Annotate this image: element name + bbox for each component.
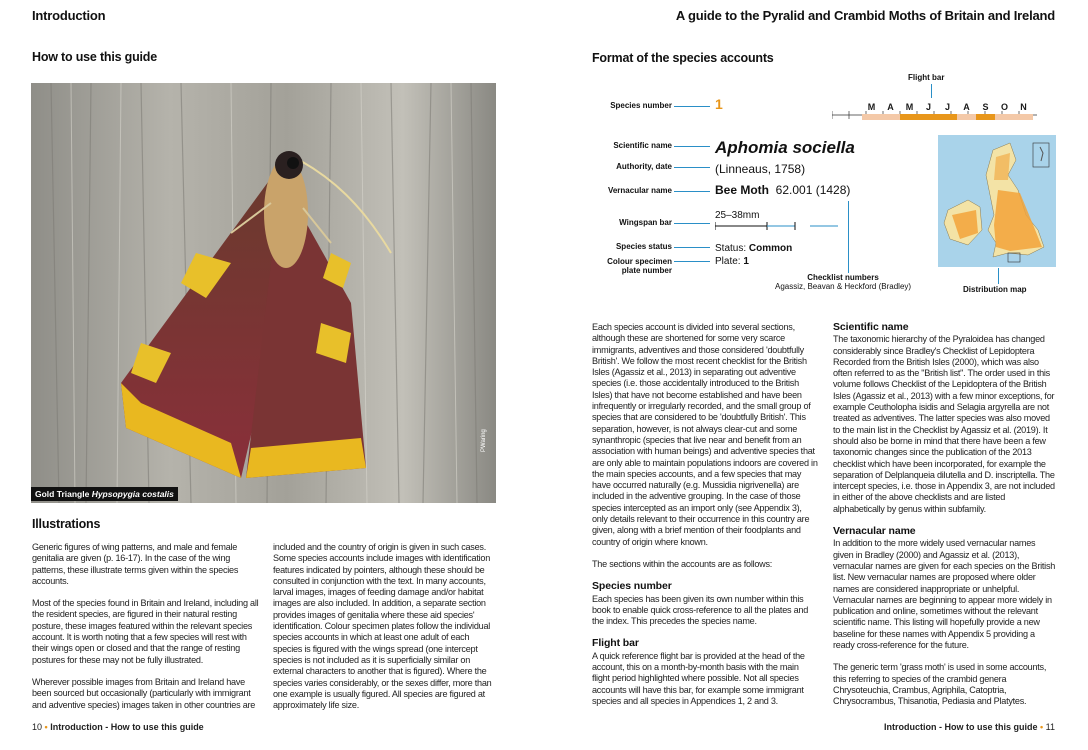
caption-common-name: Gold Triangle — [35, 489, 90, 499]
status-line — [715, 242, 792, 255]
month-label: J — [925, 102, 931, 112]
footer-text: Introduction - How to use this guide — [50, 722, 204, 732]
pointer — [674, 191, 710, 192]
paragraph: included and the country of origin is given in such cases. Some species accounts include images with identification features indicated by pointers, although these should be consulted in conjunction with the text. In many accounts, larval images, images of feeding damage and/or habitat images are also included. In addition, a separate section provides images of genitalia where these aid species' identification. Colour specimen plates follow the individual species accounts in which at least one adult of each species is figured with the wings spread (one intercept species is not included as it is superficially similar on external characters to another that is figured). Where the species varies considerably, or the sexes differ, more than one example is usually figured. All species are figured at approximately life size. — [273, 542, 492, 711]
month-label: A — [963, 102, 970, 112]
checklist-pointer — [848, 201, 849, 273]
section-title-format: Format of the species accounts — [592, 51, 774, 65]
label-authority-date: Authority, date — [616, 162, 672, 171]
paragraph: Each species has been given its own number within this book to enable quick cross-reference to all the plates and the index. This precedes the species name. — [592, 593, 809, 627]
month-label: M — [867, 102, 876, 112]
paragraph: The taxonomic hierarchy of the Pyraloidea has changed considerably since Bradley's Checklist of Lepidoptera Recorded from the British Isles (2000), which was also often referred to as the "British list". The order used in this volume follows Checklist of the Lepidoptera of the British Isles (Agassiz et al., 2013) with a few minor exceptions, for example Ceutholopha isidis and Selagia argyrella are not treated as adventives. The latter species was also moved to the main list in the Checklist by Agassiz et al. (2019). It should also be borne in mind that there have been a few taxonomic changes since the publication of the 2013 checklist which have been incorporated, for example the separation of Delplanqueia dilutella and D. inscriptella. The intercept species, i.e. those in Appendix 3, are not included in either of the above checklists and are listed alphabetically by genus within subfamily. — [833, 334, 1055, 514]
running-head-right: A guide to the Pyralid and Crambid Moths of Britain and Ireland — [675, 8, 1055, 23]
paragraph: Generic figures of wing patterns, and male and female genitalia are given (p. 16-17). In the case of the wing patterns, these illustrate terms given within the species accounts. — [32, 542, 239, 586]
pointer — [674, 106, 710, 107]
scientific-name-heading: Scientific name — [833, 321, 909, 333]
checklist-label-title: Checklist numbers — [807, 273, 879, 282]
flight-bar-month-cell — [881, 114, 900, 120]
page-number: 10 — [32, 722, 43, 732]
plate-value: 1 — [743, 256, 749, 267]
flight-bar-month-cell — [938, 114, 957, 120]
flight-bar-month-cell — [1014, 114, 1033, 120]
map-pointer — [998, 268, 999, 284]
month-label: A — [887, 102, 894, 112]
paragraph: Most of the species found in Britain and Ireland, including all the resident species, are figured in their natural resting posture, these images featured within the relevant species account. It is worth noting that a few species will rest with their wings open or closed and that the range of resting postures for these may not be fully illustrated. — [32, 598, 259, 665]
page-number: 11 — [1045, 722, 1055, 732]
wingspan-bar-graphic — [715, 221, 840, 231]
month-label: O — [1000, 102, 1008, 112]
left-column-2 — [273, 542, 498, 722]
running-head-left: Introduction — [32, 8, 106, 23]
label-line: Colour specimen — [607, 257, 672, 266]
status-value: Common — [748, 243, 793, 254]
species-number-value: 1 — [715, 96, 723, 112]
flight-bar-month-cell — [919, 114, 938, 120]
flight-bar-month-cell — [957, 114, 976, 120]
month-label: J — [944, 102, 950, 112]
paragraph: The sections within the accounts are as follows: — [592, 558, 773, 569]
month-label: N — [1020, 102, 1027, 112]
illustrations-heading: Illustrations — [32, 517, 101, 531]
scientific-name-value: Aphomia sociella — [715, 138, 855, 157]
flight-bar-month-cell — [900, 114, 919, 120]
moth-photo — [31, 83, 496, 503]
label-vernacular-name: Vernacular name — [607, 186, 672, 195]
footer-bullet: • — [1039, 722, 1044, 732]
distribution-map-graphic — [938, 135, 1056, 267]
plate-label: Plate: — [715, 256, 741, 267]
section-title-how-to-use: How to use this guide — [32, 50, 157, 64]
month-label: M — [905, 102, 914, 112]
checklist-label — [775, 273, 911, 291]
vernacular-name: Bee Moth — [715, 183, 769, 197]
left-column-1 — [32, 542, 264, 722]
paragraph: The generic term 'grass moth' is used in some accounts, this referring to species of the crambid genera Chrysoteuchia, Crambus, Agriphila, Catoptria, Chrysocrambus, Thisanotia, Pediasia and Platytes. — [833, 662, 1047, 707]
label-colour-plate — [590, 257, 672, 275]
label-species-number: Species number — [610, 101, 672, 110]
label-scientific-name: Scientific name — [613, 141, 672, 150]
pointer — [674, 247, 710, 248]
status-block — [715, 242, 792, 268]
right-column-1 — [592, 322, 818, 718]
gold-triangle-moth-image — [31, 83, 496, 503]
flight-bar-month-cell — [995, 114, 1014, 120]
footer-right — [884, 722, 1055, 732]
flight-bar-month-cell — [976, 114, 995, 120]
footer-bullet: • — [44, 722, 48, 732]
pointer — [674, 261, 710, 262]
flight-bar-months — [862, 102, 1033, 112]
flight-bar-label: Flight bar — [908, 73, 945, 82]
distribution-map-label: Distribution map — [963, 285, 1027, 294]
pointer — [674, 146, 710, 147]
distribution-map — [938, 135, 1056, 267]
wingspan-value: 25–38mm — [715, 210, 760, 221]
plate-line — [715, 255, 792, 268]
footer-left — [32, 722, 204, 732]
species-number-heading: Species number — [592, 580, 672, 593]
month-label: S — [982, 102, 989, 112]
paragraph: A quick reference flight bar is provided at the head of the account, this on a month-by-month basis with the main flight period highlighted where possible. Not all species accounts will have this bar, for example some immigrant species and all species in Appendices 1, 2 and 3. — [592, 650, 805, 706]
label-line: plate number — [621, 266, 672, 275]
flight-bar-month-cell — [862, 114, 881, 120]
flight-bar-pointer — [931, 84, 932, 98]
status-label: Status: — [715, 243, 747, 254]
pointer — [674, 223, 710, 224]
paragraph: Each species account is divided into several sections, although these are shortened for some very scarce immigrants, adventives and those considered 'doubtfully British'. We follow the most recent checklist for the British Isles (Agassiz et al., 2013) in separating out adventive species (i.e. those accidentally introduced to the British Isles) that have not become established and have been infrequently or irregularly recorded, and the small group of species that are considered to be 'doubtfully British'. This separation, however, is not always clear-cut and some synanthropic (species that live near and benefit from an association with human beings) and adventive species that are only able to maintain populations indoors are covered in the main species accounts, and a few species that may have occurred naturally (e.g. Mussidia nigrivenella) are included in the adventive grouping. In the case of those species intercepted as an import only (see Appendix 3), only details relevant to their occurrence in this country are given, along with a brief mention of their foodplants and country of origin where known. — [592, 322, 818, 547]
checklist-numbers-value: 62.001 (1428) — [775, 183, 851, 197]
authority-value: (Linneaus, 1758) — [715, 162, 806, 176]
photo-caption — [31, 487, 178, 501]
vernacular-value — [715, 183, 850, 197]
label-wingspan-bar: Wingspan bar — [619, 218, 672, 227]
label-species-status: Species status — [615, 242, 672, 251]
vernacular-name-heading: Vernacular name — [833, 525, 916, 538]
checklist-label-sub: Agassiz, Beavan & Heckford (Bradley) — [775, 282, 912, 291]
caption-scientific-name: Hypsopygia costalis — [91, 489, 174, 499]
paragraph: In addition to the more widely used vernacular names given in Bradley (2000) and Agassiz et al. (2013), vernacular names are given for each species on the British list. New vernacular names are proposed where older names are considered inappropriate or unhelpful. Vernacular names are beginning to appear more widely in publication and online, sometimes without the relevant scientific name. This listing will hopefully provide a new baseline for these names with Appendix 5 providing a ready cross-reference for the future. — [833, 538, 1056, 651]
right-column-2 — [833, 322, 1057, 719]
pointer — [674, 167, 710, 168]
footer-text: Introduction - How to use this guide — [883, 722, 1038, 732]
photo-credit: PWaring — [481, 429, 487, 452]
paragraph: Wherever possible images from Britain and Ireland have been sourced but occasionally (particularly with immigrant and adventive species) images taken in other countries are — [32, 676, 256, 710]
flight-bar-heading: Flight bar — [592, 637, 639, 650]
